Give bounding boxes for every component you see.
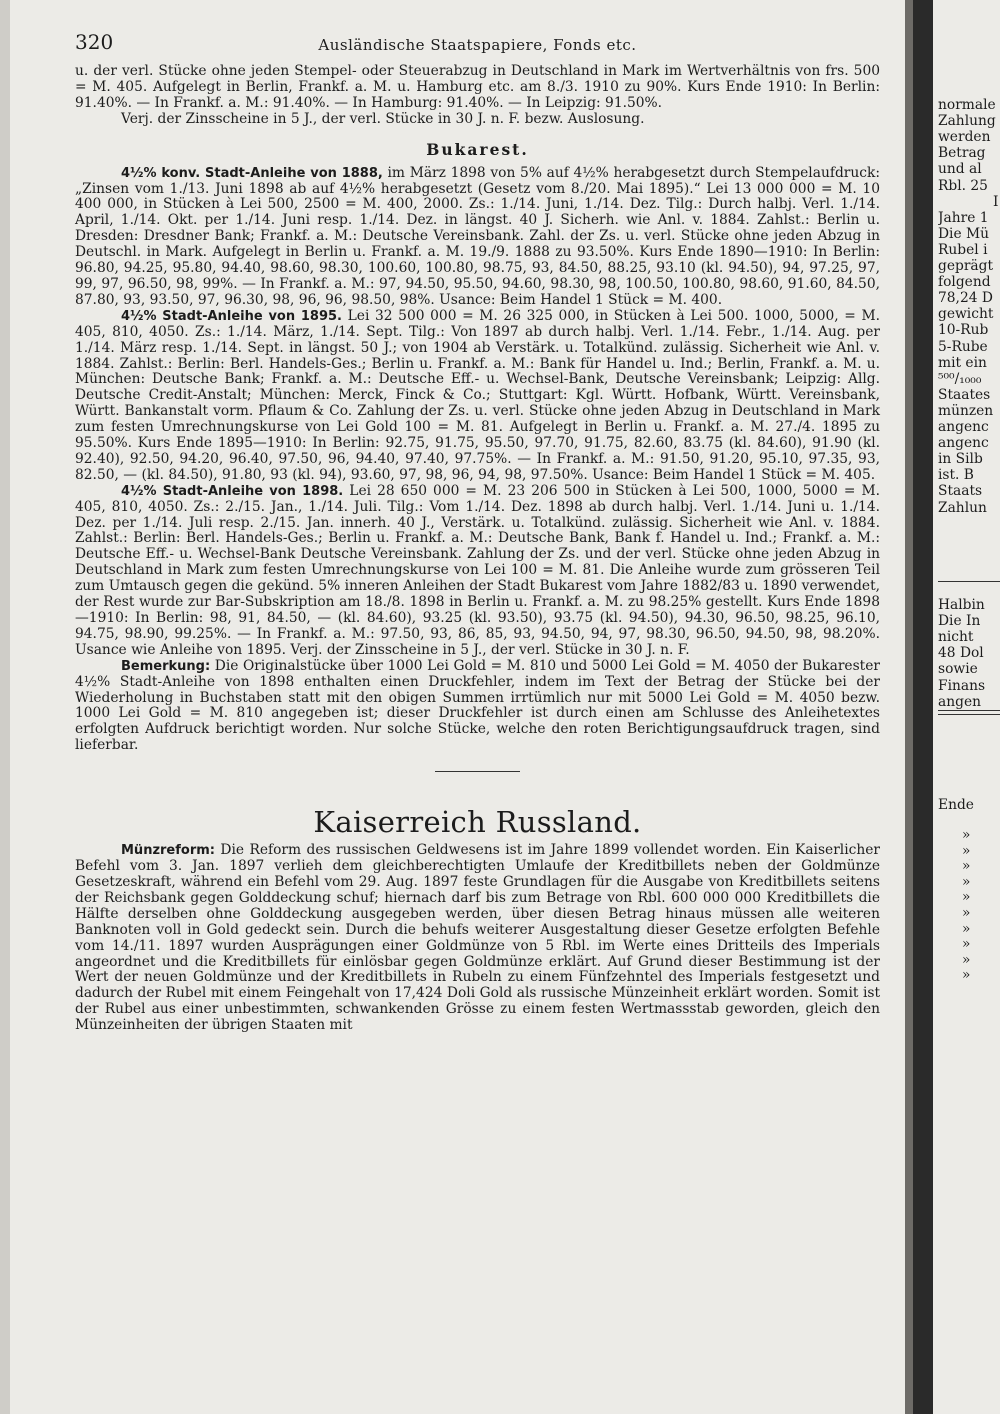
adjacent-page-line: Halbin — [938, 597, 985, 613]
note-title: Bemerkung: — [121, 658, 211, 674]
loan-1895-text: Lei 32 500 000 = M. 26 325 000, in Stücken à Lei 500. 1000, 5000, = M. 405, 810, 4050. Zs.: 1./14. März, 1./14. Sept. Tilg.: Von 1897 ab durch halbj. Verl. 1./14. Febr., 1./14. Aug. per 1./14. März resp. 1./14. Sept. in längst. 50 J.; von 1904 ab Verstärk. u. Totalkünd. zulässig. Sicherheit wie Anl. v. 1884. Zahlst.: Berlin: Berl. Handels-Ges.; Berlin u. Frankf. a. M.: Bank für Handel u. Ind.; Berlin, Frankf. a. M. u. München: Deutsche Bank; Frankf. a. M.: Deutsche Eff.- u. Wechsel-Bank, Deutsche Vereinsbank; Leipzig: Allg. Deutsche Credit-Anstalt; München: Merck, Finck & Co.; Stuttgart: Kgl. Württ. Hofbank, Württ. Vereinsbank, Württ. Bankanstalt vorm. Pflaum & Co. Zahlung der Zs. u. verl. Stücke ohne jeden Abzug in Deutschland in Mark zum festen Umrechnungskurse von Lei Gold 100 = M. 81. Aufgelegt in Berlin u. Frankf. a. M. 27./4. 1895 zu 95.50%. Kurs Ende 1895—1910: In Berlin: 92.75, 91.75, 95.50, 97.70, 91.75, 82.60, 83.75 (kl. 84.60), 91.90 (kl. 92.40), 92.50, 94.20, 96.40, 97.50, 96, 94.40, 97.40, 97.75%. — In Frankf. a. M.: 91.50, 91.20, 95.10, 97.35, 93, 82.50, — (kl. 84.50), 91.80, 93 (kl. 94), 93.60, 97, 98, 96, 94, 98, 97.50%. Usance: Beim Handel 1 Stück = M. 405. — [75, 307, 880, 483]
adjacent-page-line: sowie — [938, 661, 978, 678]
adjacent-page-line: » — [962, 827, 971, 843]
adjacent-page-line: nicht — [938, 629, 974, 646]
adjacent-page-line: angen — [938, 693, 981, 710]
adjacent-page-line: gewicht — [938, 306, 994, 323]
adjacent-page-line: Jahre 1 — [938, 209, 989, 226]
page-number: 320 — [75, 30, 114, 54]
adjacent-page-line: » — [962, 936, 971, 953]
book-gutter — [913, 0, 933, 1414]
adjacent-page-line: » — [962, 951, 971, 968]
adjacent-page-line: Ende — [938, 797, 974, 813]
main-column — [75, 30, 880, 1034]
loan-1898-entry — [75, 484, 880, 659]
adjacent-page-line: ⁵⁰⁰/₁₀₀₀ — [938, 370, 982, 387]
loan-1895-title: 4½% Stadt-Anleihe von 1895. — [121, 308, 342, 324]
adjacent-page-line: 48 Dol — [938, 645, 984, 662]
section-divider — [435, 771, 520, 772]
adjacent-page-line: Rubel i — [938, 241, 988, 258]
adjacent-page-line: münzen — [938, 402, 994, 419]
loan-1888-title: 4½% konv. Stadt-Anleihe von 1888, — [121, 165, 383, 181]
adjacent-page-rule — [938, 581, 1000, 582]
loan-1898-title: 4½% Stadt-Anleihe von 1898. — [121, 483, 344, 499]
chapter-title: Kaiserreich Russland. — [313, 805, 642, 840]
adjacent-page-line: werden — [938, 129, 991, 146]
adjacent-page-line: mit ein — [938, 354, 987, 371]
muenzreform-text: Die Reform des russischen Geldwesens ist im Jahre 1899 vollendet worden. Ein Kaiserlicher Befehl vom 3. Jan. 1897 verlieh dem gleichberechtigten Umlaufe der Kreditbillets neben der Goldmünze Gesetzeskraft, während ein Befehl vom 29. Aug. 1897 feste Grundlagen für die Ausgabe von Kreditbillets seitens der Reichsbank gegen Golddeckung schuf; hiernach darf bis zum Betrage von Rbl. 600 000 000 Kreditbillets die Hälfte derselben ohne Golddeckung ausgegeben werden, über diesen Betrag hinaus müssen alle weiteren Banknoten voll in Gold gedeckt sein. Durch die behufs weiterer Ausgestaltung dieser Gesetze erfolgten Befehle vom 14./11. 1897 wurden Ausprägungen einer Goldmünze von 5 Rbl. im Werte eines Dritteils des Imperials angeordnet und die Kreditbillets für einlösbar gegen Goldmünze erklärt. Auf Grund dieser Bestimmung ist der Wert der neuen Goldmünze und der Kreditbillets in Rubeln zu einem Fünfzehntel des Imperials festgesetzt und dadurch der Rubel mit einem Feingehalt von 17,424 Doli Gold als russische Münzeinheit erklärt worden. Somit ist der Rubel aus einer unbestimmten, schwankenden Grösse zu einem festen Wertmassstab geworden, gleich den Münzeinheiten der übrigen Staaten mit — [75, 842, 880, 1034]
adjacent-page-line: normale — [938, 97, 996, 113]
running-title: Ausländische Staatspapiere, Fonds etc. — [318, 36, 637, 54]
loan-1895-entry — [75, 309, 880, 484]
adjacent-page-line: Die Mü — [938, 225, 990, 242]
page-edge-shadow — [0, 0, 10, 1414]
adjacent-page-line: 78,24 D — [938, 290, 993, 307]
adjacent-page-line: » — [962, 842, 971, 859]
adjacent-page-line: ist. B — [938, 467, 974, 484]
adjacent-page-line: » — [962, 905, 971, 921]
adjacent-page-line: 5-Rube — [938, 338, 988, 355]
adjacent-page-line: Die In — [938, 613, 981, 630]
adjacent-page-line: Zahlun — [938, 499, 987, 516]
adjacent-page-rule — [938, 714, 1000, 715]
loan-1888-entry — [75, 166, 880, 309]
adjacent-page-line: geprägt — [938, 258, 994, 274]
adjacent-page-line: Betrag — [938, 145, 986, 162]
section-heading-bukarest: Bukarest. — [426, 139, 529, 159]
adjacent-page-rule — [938, 710, 1000, 711]
book-gutter-shadow — [905, 0, 913, 1414]
adjacent-page-line: » — [962, 889, 971, 906]
adjacent-page-line: I — [993, 193, 999, 210]
adjacent-page-line: folgend — [938, 274, 991, 291]
loan-1888-text: im März 1898 von 5% auf 4½% herabgesetzt durch Stempelaufdruck: „Zinsen vom 1./13. Juni 1898 ab auf 4½% herabgesetzt (Gesetz vom 8./20. Mai 1895).“ Lei 13 000 000 = M. 10 400 000, in Stücken à Lei 500, 2500 = M. 400, 2000. Zs.: 1./14. Juni, 1./14. Dez. Tilg.: Durch halbj. Verl. 1./14. April, 1./14. Okt. per 1./14. Juni resp. 1./14. Dez. in längst. 40 J. Sicherh. wie Anl. v. 1884. Zahlst.: Berlin u. Dresden: Dresdner Bank; Frankf. a. M.: Deutsche Vereinsbank. Zahl. der Zs. u. verl. Stücke ohne jeden Abzug in Deutschl. in Mark. Aufgelegt in Berlin u. Frankf. a. M. 19./9. 1888 zu 93.50%. Kurs Ende 1890—1910: In Berlin: 96.80, 94.25, 95.80, 94.40, 98.60, 98.30, 100.60, 100.80, 98.75, 93, 84.50, 88.25, 93.10 (kl. 94.50), 94, 97.25, 97, 99, 97, 96.50, 98, 99%. — In Frankf. a. M.: 97, 94.50, 95.50, 94.60, 98.30, 98, 100.50, 100.80, 98.60, 91.60, 84.50, 87.80, 93, 93.50, 97, 96.30, 98, 96, 96, 98.50, 98%. Usance: Beim Handel 1 Stück = M. 400. — [75, 164, 880, 308]
adjacent-page-line: 10-Rub — [938, 322, 989, 339]
muenzreform-title: Münzreform: — [121, 843, 215, 859]
adjacent-page-line: Rbl. 25 — [938, 177, 988, 194]
adjacent-page-line: und al — [938, 161, 982, 178]
adjacent-page-line: Finans — [938, 677, 986, 694]
adjacent-page-line: Staates — [938, 386, 991, 403]
intro-verjaehrung: Verj. der Zinsscheine in 5 J., der verl. Stücke in 30 J. n. F. bezw. Auslosung. — [121, 110, 645, 127]
adjacent-page-line: » — [962, 920, 971, 937]
adjacent-page-line: Zahlung — [938, 113, 996, 130]
intro-paragraph: u. der verl. Stücke ohne jeden Stempel- oder Steuerabzug in Deutschland in Mark im Wertverhältnis von frs. 500 = M. 405. Aufgelegt in Berlin, Frankf. a. M. u. Hamburg etc. am 8./3. 1910 zu 90%. Kurs Ende 1910: In Berlin: 91.40%. — In Frankf. a. M.: 91.40%. — In Hamburg: 91.40%. — In Leipzig: 91.50%. — [75, 63, 880, 111]
loan-1898-text: Lei 28 650 000 = M. 23 206 500 in Stücken à Lei 500, 1000, 5000 = M. 405, 810, 4050. Zs.: 2./15. Jan., 1./14. Juli. Tilg.: Vom 1./14. Dez. 1898 ab durch halbj. Verl. 1./14. Juni u. 1./14. Dez. per 1./14. Juli resp. 2./15. Jan. innerh. 40 J., Verstärk. u. Totalkünd. zulässig. Sicherheit wie Anl. v. 1884. Zahlst.: Berlin: Berl. Handels-Ges.; Berlin u. Frankf. a. M.: Deutsche Bank, Bank f. Handel u. Ind.; Frankf. a. M.: Deutsche Eff.- u. Wechsel-Bank Deutsche Vereinsbank. Zahlung der Zs. und der verl. Stücke ohne jeden Abzug in Deutschland in Mark zum festen Umrechnungskurse von Lei 100 = M. 81. Die Anleihe wurde zum grösseren Teil zum Umtausch gegen die gekünd. 5% inneren Anleihen der Stadt Bukarest vom Jahre 1882/83 u. 1890 verwendet, der Rest wurde zur Bar-Subskription am 18./8. 1898 in Berlin u. Frankf. a. M. zu 98.25% gestellt. Kurs Ende 1898—1910: In Berlin: 98, 91, 84.50, — (kl. 84.60), 93.25 (kl. 93.50), 93.75 (kl. 94.50), 94.30, 96.50, 98.25, 96.10, 94.75, 98.90, 99.25%. — In Frankf. a. M.: 97.50, 93, 86, 85, 93, 94.50, 94, 97, 98.30, 96.50, 94.50, 98, 98.20%. Usance wie Anleihe von 1895. Verj. der Zinsscheine in 5 J., der verl. Stücke in 30 J. n. F. — [75, 482, 880, 658]
note-text: Die Originalstücke über 1000 Lei Gold = M. 810 und 5000 Lei Gold = M. 4050 der Bukarester 4½% Stadt-Anleihe von 1898 enthalten einen Druckfehler, indem im Text der Betrag der Stücke bei der Wiederholung in Buchstaben statt mit den obigen Summen irrtümlich nur mit 5000 Lei Gold = M. 4050 bezw. 1000 Lei Gold = M. 810 angegeben ist; dieser Druckfehler ist durch einen am Schlusse des Anleihetextes erfolgten Aufdruck berichtigt worden. Nur solche Stücke, welche den roten Berichtigungsaufdruck tragen, sind lieferbar. — [75, 657, 880, 754]
adjacent-page-line: » — [962, 858, 971, 875]
adjacent-page-fragment — [938, 0, 1000, 1414]
adjacent-page-line: » — [962, 873, 971, 890]
adjacent-page-line: in Silb — [938, 451, 983, 468]
muenzreform-paragraph — [75, 843, 880, 1034]
adjacent-page-line: angenc — [938, 419, 989, 435]
adjacent-page-line: » — [962, 967, 971, 984]
page-header — [75, 30, 880, 64]
adjacent-page-line: Staats — [938, 483, 983, 500]
adjacent-page-line: angenc — [938, 435, 989, 452]
note-paragraph — [75, 659, 880, 754]
